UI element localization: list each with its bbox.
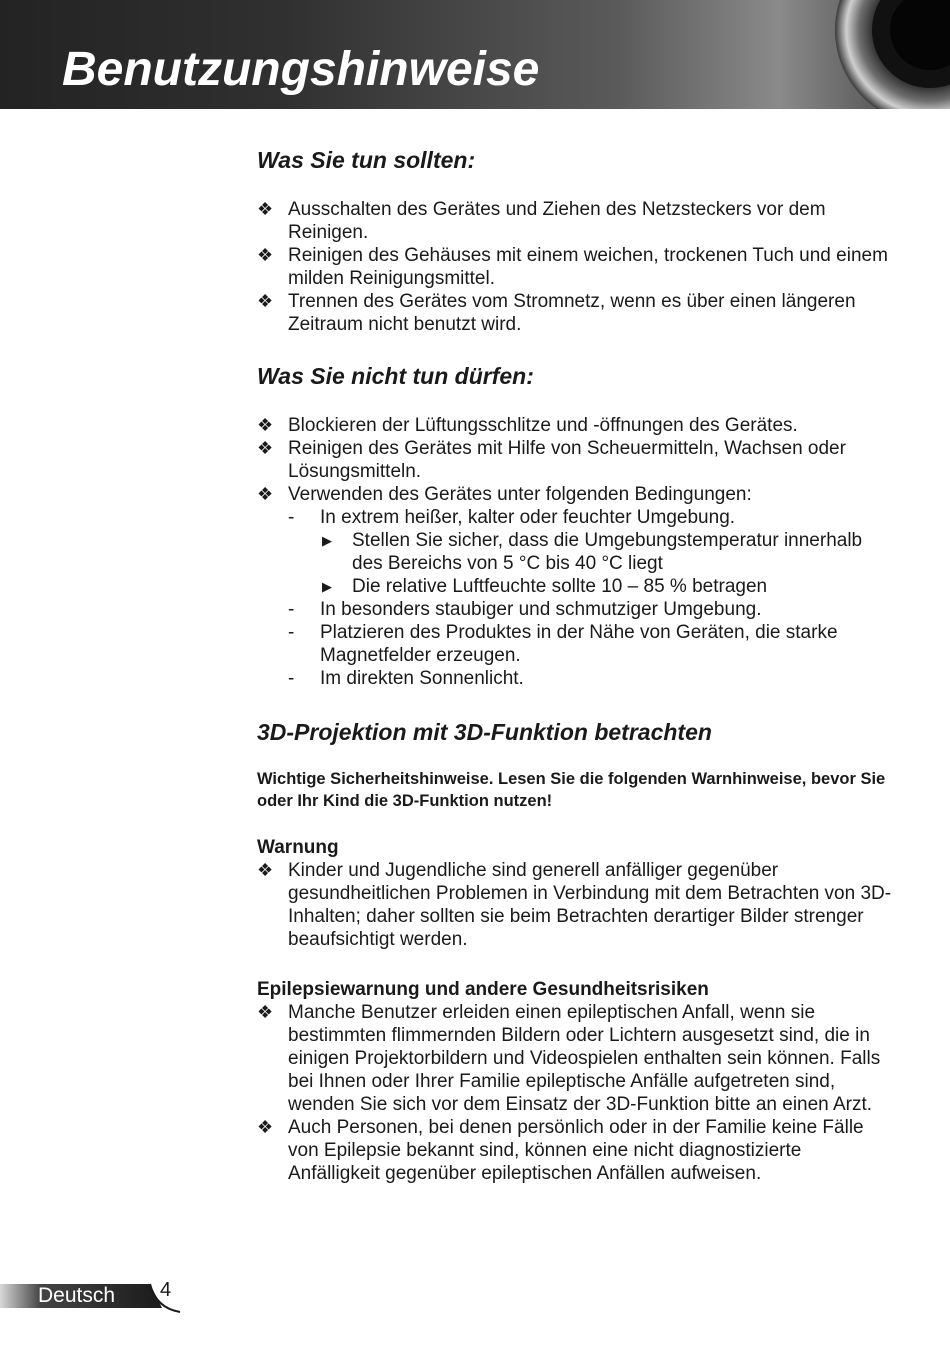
dash-marker: - (288, 622, 295, 643)
triangle-bullet-icon: ▶ (322, 579, 332, 594)
dos-heading: Was Sie tun sollten: (257, 147, 476, 173)
diamond-bullet-icon: ❖ (257, 415, 274, 435)
warning-title: Warnung (257, 837, 339, 858)
condition-text: In extrem heißer, kalter oder feuchter Umgebung. (320, 507, 736, 528)
list-item-text: Verwenden des Gerätes unter folgenden Bedingungen: (288, 484, 752, 505)
list-item (257, 290, 897, 336)
dash-marker: - (288, 599, 295, 620)
climate-note-text: Stellen Sie sicher, dass die Umgebungstemperatur innerhalb des Bereichs von 5 °C bis 40 °C liegt (352, 530, 863, 574)
condition-item (257, 506, 897, 529)
condition-text: Platzieren des Produktes in der Nähe von Geräten, die starke Magnetfelder erzeugen. (320, 622, 838, 666)
list-item-text: Manche Benutzer erleiden einen epileptischen Anfall, wenn sie bestimmten flimmernden Bildern oder Lichtern ausgesetzt sind, die in einigen Projektorbildern und Videospielen enthalten sein können. Falls bei Ihnen oder Ihrer Familie epileptische Anfälle aufgetreten sind, wenden Sie sich vor dem Einsatz der 3D-Funktion bitte an einen Arzt. (288, 1002, 881, 1115)
page-number: 4 (160, 1279, 172, 1301)
list-item-text: Reinigen des Gehäuses mit einem weichen, trockenen Tuch und einem milden Reinigungsmittel. (288, 245, 888, 289)
condition-text: Im direkten Sonnenlicht. (320, 668, 524, 689)
content-area (257, 140, 897, 1185)
language-label: Deutsch (38, 1284, 116, 1307)
diamond-bullet-icon: ❖ (257, 438, 274, 458)
list-item (257, 483, 897, 506)
condition-item (257, 598, 897, 621)
epilepsy-title: Epilepsiewarnung und andere Gesundheitsrisiken (257, 979, 709, 1000)
list-item (257, 859, 897, 951)
diamond-bullet-icon: ❖ (257, 1117, 274, 1137)
diamond-bullet-icon: ❖ (257, 245, 274, 265)
list-item-text: Reinigen des Gerätes mit Hilfe von Scheuermitteln, Wachsen oder Lösungsmitteln. (288, 438, 846, 482)
page-header (0, 0, 950, 109)
list-item (257, 1116, 897, 1185)
list-item-text: Kinder und Jugendliche sind generell anfälliger gegenüber gesundheitlichen Problemen in Verbindung mit dem Betrachten von 3D-Inhalten; daher sollten sie beim Betrachten derartiger Bilder strenger beaufsichtigt werden. (288, 860, 892, 950)
list-item (257, 1001, 897, 1116)
list-item-text: Trennen des Gerätes vom Stromnetz, wenn es über einen längeren Zeitraum nicht benutzt wird. (288, 291, 856, 335)
donts-heading: Was Sie nicht tun dürfen: (257, 363, 534, 389)
list-item (257, 414, 897, 437)
climate-note (257, 529, 897, 575)
diamond-bullet-icon: ❖ (257, 199, 274, 219)
epilepsy-list (257, 1001, 897, 1185)
climate-note-text: Die relative Luftfeuchte sollte 10 – 85 % betragen (352, 576, 768, 597)
projector-lens-image (810, 0, 950, 109)
diamond-bullet-icon: ❖ (257, 484, 274, 504)
donts-list (257, 414, 897, 690)
page-title: Benutzungshinweise (62, 43, 540, 96)
diamond-bullet-icon: ❖ (257, 860, 274, 880)
dash-marker: - (288, 507, 295, 528)
triangle-bullet-icon: ▶ (322, 533, 332, 548)
dos-list (257, 198, 897, 336)
condition-item (257, 621, 897, 667)
diamond-bullet-icon: ❖ (257, 291, 274, 311)
safety-intro: Wichtige Sicherheitshinweise. Lesen Sie die folgenden Warnhinweise, bevor Sie oder Ihr Kind die 3D-Funktion nutzen! (257, 770, 886, 810)
condition-item (257, 667, 897, 690)
list-item-text: Ausschalten des Gerätes und Ziehen des Netzsteckers vor dem Reinigen. (288, 199, 826, 243)
list-item-text: Blockieren der Lüftungsschlitze und -öffnungen des Gerätes. (288, 415, 798, 436)
list-item (257, 244, 897, 290)
3d-heading: 3D-Projektion mit 3D-Funktion betrachten (257, 719, 712, 745)
condition-text: In besonders staubiger und schmutziger Umgebung. (320, 599, 762, 620)
list-item (257, 198, 897, 244)
diamond-bullet-icon: ❖ (257, 1002, 274, 1022)
dash-marker: - (288, 668, 295, 689)
warning-list (257, 859, 897, 951)
list-item (257, 437, 897, 483)
list-item-text: Auch Personen, bei denen persönlich oder in der Familie keine Fälle von Epilepsie bekannt sind, können eine nicht diagnostizierte Anfälligkeit gegenüber epileptischen Anfällen aufweisen. (288, 1117, 864, 1184)
climate-note (257, 575, 897, 598)
